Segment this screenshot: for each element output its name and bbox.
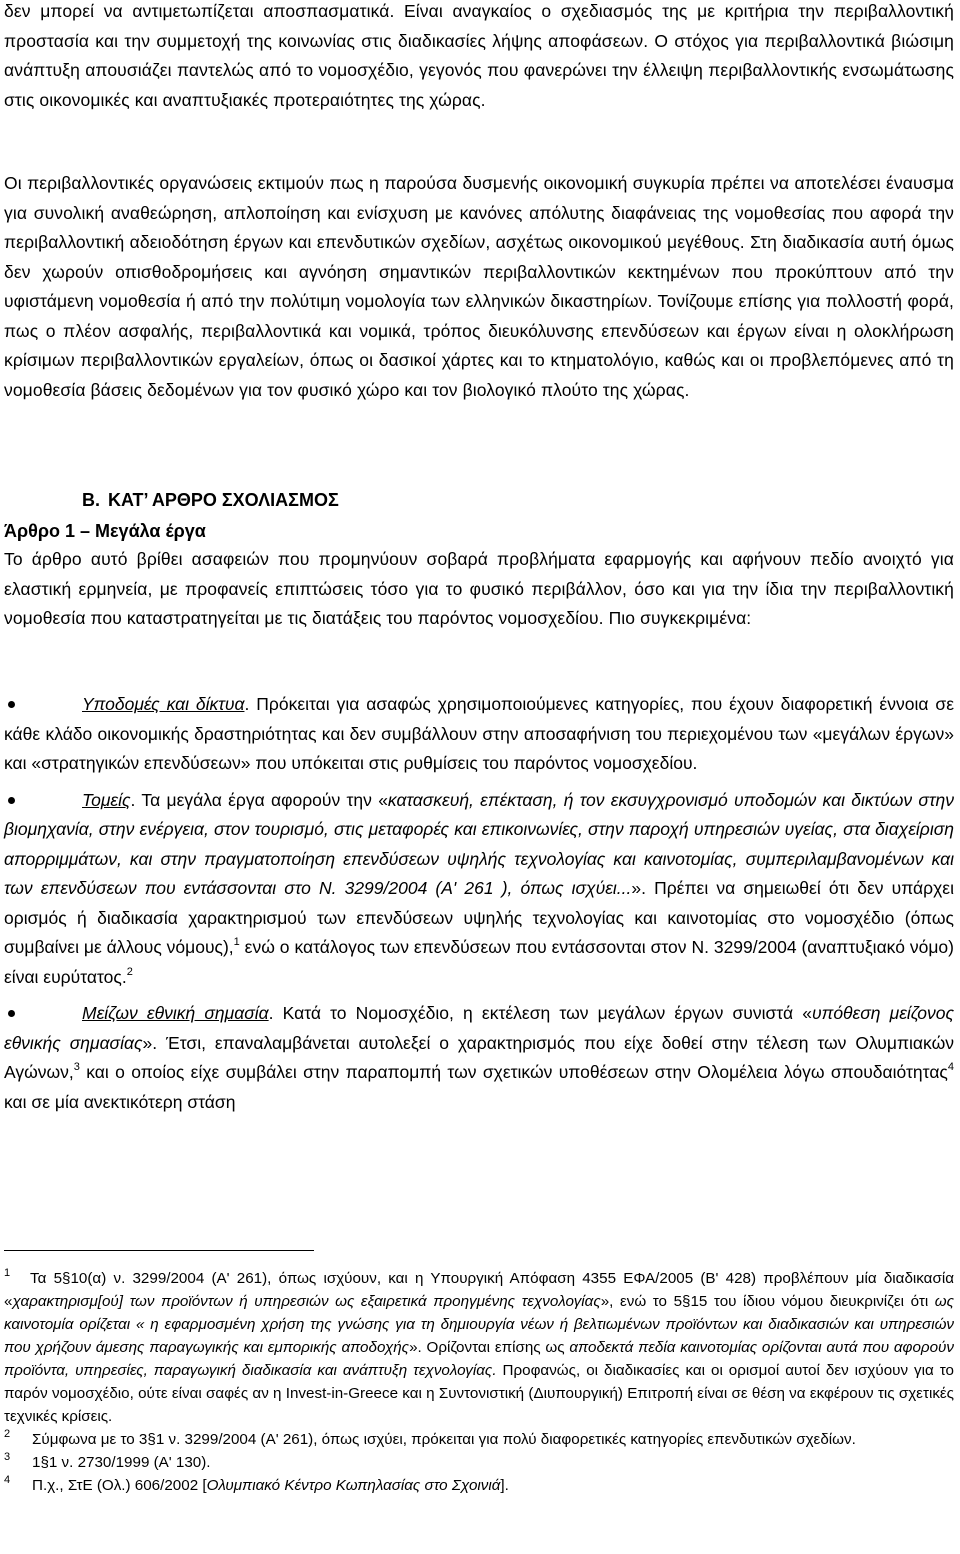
paragraph-organizations: Οι περιβαλλοντικές οργανώσεις εκτιμούν πως η παρούσα δυσμενής οικονομική συγκυρία πρέπει να αποτελέσει έναυσμα για συνολική αναθεώρηση, απλοποίηση και ενίσχυση με κανόνες απόλυτης διαφάνειας της νομοθεσίας που αφορά την περιβαλλοντική αδειοδότηση έργων και επενδυτικών σχεδίων, ασχέτως οικονομικού μεγέθους. Στη διαδικασία αυτή όμως δεν χωρούν οπισθοδρομήσεις και αγνόηση σημαντικών περιβαλλοντικών κεκτημένων που προκύπτουν από την υφιστάμενη νομοθεσία ή από την πολύτιμη νομολογία των ελληνικών δικαστηρίων. Τονίζουμε επίσης για πολλοστή φορά, πως ο πλέον ασφαλής, περιβαλλοντικά και νομικά, τρόπος διευκόλυνσης επενδύσεων και έργων είναι η ολοκλήρωση κρίσιμων περιβαλλοντικών εργαλείων, όπως οι δασικοί χάρτες και το κτηματολόγιο, καθώς και οι προβλεπόμενες από τη νομοθεσία βάσεις δεδομένων για τον φυσικό χώρο και τον βιολογικό πλούτο της χώρας.	[4, 173, 954, 400]
bullet-term: Μείζων εθνική σημασία	[82, 1003, 269, 1023]
bullet-icon	[8, 1010, 15, 1017]
paragraph-article-1: Το άρθρο αυτό βρίθει ασαφειών που προμηνύουν σοβαρά προβλήματα εφαρμογής και αφήνουν πεδίο ανοιχτό για ελαστική ερμηνεία, με προφανείς επιπτώσεις τόσο για το φυσικό περιβάλλον, όσο και για την ίδια την περιβαλλοντική νομοθεσία που καταστρατηγείται με τις διατάξεις του παρόντος νομοσχεδίου. Πιο συγκεκριμένα:	[4, 549, 954, 628]
footnote-divider	[4, 1250, 314, 1251]
list-item: Τομείς. Τα μεγάλα έργα αφορούν την «κατασκευή, επέκταση, ή τον εκσυγχρονισμό υποδομών και δικτύων στην βιομηχανία, στην ενέργεια, στον τουρισμό, στις μεταφορές και επικοινωνίες, στην παροχή υπηρεσιών υγείας, στα διαχείριση απορριμμάτων, και στην πραγματοποίηση επενδύσεων υψηλής τεχνολογίας και καινοτομίας, συμπεριλαμβανομένων και των επενδύσεων που εντάσσονται στο Ν. 3299/2004 (Α' 261 ), όπως ισχύει...». Πρέπει να σημειωθεί ότι δεν υπάρχει ορισμός ή διαδικασία χαρακτηρισμού των επενδύσεων υψηλής τεχνολογίας και καινοτομίας στο νομοσχέδιο (όπως συμβαίνει με άλλους νόμους),$^1$ ενώ ο κατάλογος των επενδύσεων που εντάσσονται στον Ν. 3299/2004 (αναπτυξιακό νόμο) είναι ευρύτατος.$^2$	[4, 789, 954, 987]
bullet-icon	[8, 701, 15, 708]
bullet-icon	[8, 797, 15, 804]
footnotes	[4, 1267, 954, 1497]
footnote-3: 3 1§1 ν. 2730/1999 (Α' 130).	[4, 1451, 211, 1471]
list-item: Μείζων εθνική σημασία. Κατά το Νομοσχέδιο, η εκτέλεση των μεγάλων έργων συνιστά «υπόθεση μείζονος εθνικής σημασίας». Έτσι, επαναλαμβάνεται αυτολεξεί ο χαρακτηρισμός που είχε δοθεί στην τέλεση των Ολυμπιακών Αγώνων,$^3$ και ο οποίος είχε συμβάλει στην παραπομπή των σχετικών υποθέσεων στην Ολομέλεια λόγω σπουδαιότητας$^4$ και σε μία ανεκτικότερη στάση	[4, 1003, 954, 1112]
list-item	[4, 690, 954, 779]
footnote-ref[interactable]: 1	[233, 936, 240, 948]
section-title: ΚΑΤ’ ΑΡΘΡΟ ΣΧΟΛΙΑΣΜΟΣ	[108, 490, 339, 510]
section-label: Β.	[82, 490, 100, 510]
footnote-ref[interactable]: 3	[73, 1061, 80, 1073]
footnote-ref[interactable]: 4	[947, 1061, 954, 1073]
footnote-4: 4 Π.χ., ΣτΕ (Ολ.) 606/2002 [Ολυμπιακό Κέντρο Κωπηλασίας στο Σχοινιά].	[4, 1474, 509, 1494]
bullet-quote: κατασκευή, επέκταση, ή τον εκσυγχρονισμό υποδομών και δικτύων στην βιομηχανία, στην ενέργεια, στον τουρισμό, στις μεταφορές και επικοινωνίες, στην παροχή υπηρεσιών υγείας, στα διαχείριση απορριμμάτων, και στην πραγματοποίηση επενδύσεων υψηλής τεχνολογίας και καινοτομίας, συμπεριλαμβανομένων και των επενδύσεων που εντάσσονται στο Ν. 3299/2004 (Α' 261 ), όπως ισχύει...	[4, 789, 954, 898]
bullet-quote: υπόθεση μείζονος εθνικής σημασίας	[4, 1003, 954, 1053]
bullet-term: Τομείς	[82, 789, 131, 810]
footnote-ref[interactable]: 2	[126, 965, 133, 978]
section-heading	[4, 485, 339, 515]
paragraph-intro: δεν μπορεί να αντιμετωπίζεται αποσπασματικά. Είναι αναγκαίος ο σχεδιασμός της με κριτήρια την περιβαλλοντική προστασία και την συμμετοχή της κοινωνίας στις διαδικασίες λήψης αποφάσεων. Ο στόχος για περιβαλλοντικά βιώσιμη ανάπτυξη απουσιάζει παντελώς από το νομοσχέδιο, γεγονός που φανερώνει την έλλειψη περιβαλλοντικής ενσωμάτωσης στις οικονομικές και αναπτυξιακές προτεραιότητες της χώρας.	[4, 1, 954, 110]
bullet-text: . Πρόκειται για ασαφώς χρησιμοποιούμενες κατηγορίες, που έχουν διαφορετική έννοια σε κάθε κλάδο οικονομικής δραστηριότητας και δεν συμβάλλουν στην αποσαφήνιση του περιεχομένου των «μεγάλων έργων» και «στρατηγικών επενδύσεων» που υπόκειται στις ρυθμίσεις του παρόντος νομοσχεδίου.	[4, 694, 955, 773]
footnote-1: 1 Τα 5§10(α) ν. 3299/2004 (Α' 261), όπως ισχύουν, και η Υπουργική Απόφαση 4355 ΕΦΑ/2005 (Β' 428) προβλέπουν μία διαδικασία «χαρακτηρισμ[ού] των προϊόντων ή υπηρεσιών ως εξαιρετικά προηγμένης τεχνολογίας», ενώ το 5§15 του ίδιου νόμου διευκρινίζει ότι ως καινοτομία ορίζεται « η εφαρμοσμένη χρήση της γνώσης για τη δημιουργία νέων ή βελτιωμένων προϊόντων και διαδικασιών και υπηρεσιών που χρήζουν άμεσης παραγωγικής και εμπορικής αποδοχής». Ορίζονται επίσης ως αποδεκτά πεδία καινοτομίας ορίζονται αυτά που αφορούν προϊόντα, υπηρεσίες, παραγωγική διαδικασία και ανάπτυξη τεχνολογίας. Προφανώς, οι διαδικασίες και οι ορισμοί αυτοί δεν ισχύουν για το παρόν νομοσχέδιο, ούτε είναι σαφές αν η Invest-in-Greece και η Συντονιστική (Διυπουργική) Επιτροπή είναι σε θέση να εκφέρουν τις σχετικές τεχνικές κρίσεις.	[4, 1267, 954, 1425]
bullet-list	[4, 690, 954, 1124]
article-heading: Άρθρο 1 – Μεγάλα έργα	[4, 521, 206, 541]
footnote-2: 2 Σύμφωνα με το 3§1 ν. 3299/2004 (Α' 261), όπως ισχύει, πρόκειται για πολύ διαφορετικές κατηγορίες επενδυτικών σχεδίων.	[4, 1428, 856, 1448]
bullet-term: Υποδομές και δίκτυα	[82, 694, 245, 714]
